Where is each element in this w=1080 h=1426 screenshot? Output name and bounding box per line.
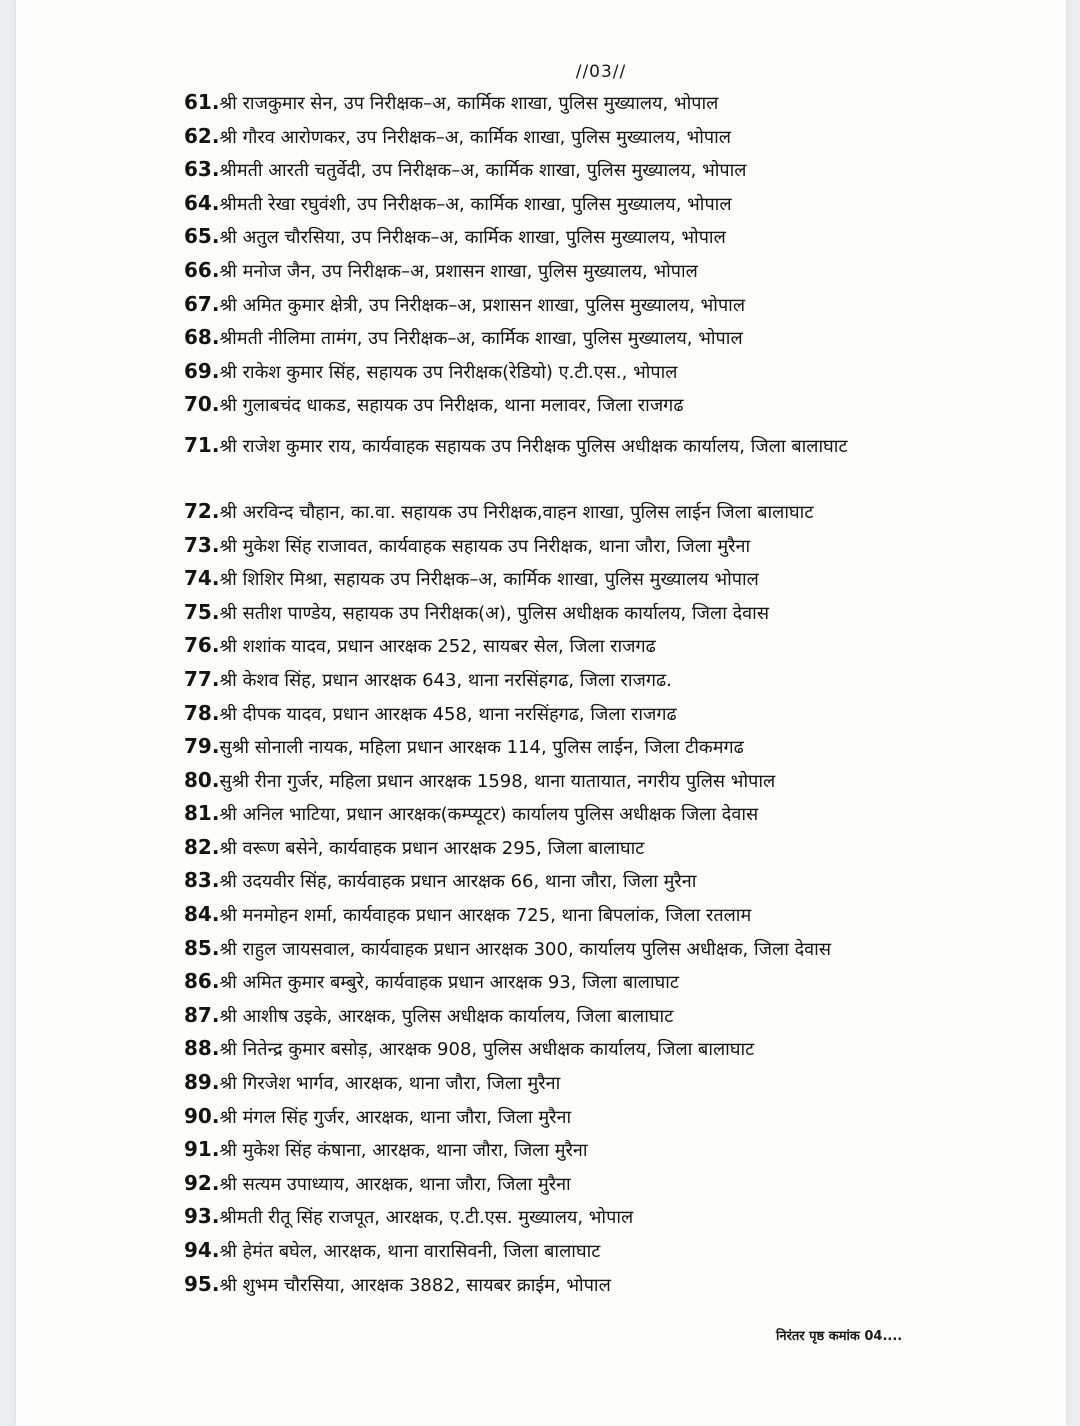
list-item: [184, 902, 984, 936]
entry-number: 93.: [184, 1204, 220, 1229]
list-item: [184, 1238, 984, 1272]
entry-text: श्री दीपक यादव, प्रधान आरक्षक 458, थाना नरसिंहगढ, जिला राजगढ: [219, 703, 677, 725]
document-page: [16, 0, 1066, 1426]
entry-number: 81.: [184, 801, 220, 826]
entry-text: श्री गिरजेश भार्गव, आरक्षक, थाना जौरा, जिला मुरैना: [219, 1073, 561, 1095]
entry-number: 64.: [184, 190, 220, 215]
list-item: [184, 667, 984, 701]
entry-number: 78.: [184, 700, 220, 725]
entry-number: 92.: [184, 1170, 220, 1195]
entry-text: श्रीमती आरती चतुर्वेदी, उप निरीक्षक–अ, कार्मिक शाखा, पुलिस मुख्यालय, भोपाल: [219, 160, 747, 182]
entry-number: 73.: [184, 532, 220, 557]
entry-text: श्रीमती नीलिमा तामंग, उप निरीक्षक–अ, कार्मिक शाखा, पुलिस मुख्यालय, भोपाल: [219, 328, 743, 350]
entry-text: श्री वरूण बसेने, कार्यवाहक प्रधान आरक्षक 295, जिला बालाघाट: [219, 837, 645, 859]
list-item: [184, 1272, 984, 1306]
list-item: [184, 224, 984, 258]
list-item: [184, 1070, 984, 1104]
entry-number: 89.: [184, 1070, 220, 1095]
entry-number: 71.: [184, 432, 220, 457]
entry-number: 85.: [184, 935, 220, 960]
list-item: [184, 426, 984, 499]
continued-page-note: निरंतर पृष्ठ कमांक 04....: [776, 1329, 903, 1344]
list-item: [184, 1204, 984, 1238]
entry-number: 74.: [184, 566, 220, 591]
entry-text: श्री शुभम चौरसिया, आरक्षक 3882, सायबर क्राईम, भोपाल: [219, 1274, 611, 1296]
list-item: [184, 1137, 984, 1171]
list-item: [184, 1171, 984, 1205]
list-item: [184, 124, 984, 158]
entry-number: 90.: [184, 1103, 220, 1128]
entry-number: 63.: [184, 157, 220, 182]
entry-text: श्री राहुल जायसवाल, कार्यवाहक प्रधान आरक्षक 300, कार्यालय पुलिस अधीक्षक, जिला देवास: [219, 938, 832, 960]
entry-text: श्री गौरव आरोणकर, उप निरीक्षक–अ, कार्मिक शाखा, पुलिस मुख्यालय, भोपाल: [219, 126, 731, 148]
entry-number: 94.: [184, 1238, 220, 1262]
entry-text: श्री अमित कुमार क्षेत्री, उप निरीक्षक–अ, प्रशासन शाखा, पुलिस मुख्यालय, भोपाल: [219, 294, 746, 316]
entry-number: 88.: [184, 1036, 220, 1061]
entry-text: श्री राकेश कुमार सिंह, सहायक उप निरीक्षक(रेडियो) ए.टी.एस., भोपाल: [219, 361, 678, 383]
entry-number: 82.: [184, 834, 220, 859]
list-item: [184, 969, 984, 1003]
list-item: [184, 835, 984, 869]
list-item: [184, 768, 984, 802]
entry-number: 65.: [184, 224, 220, 249]
entry-text: श्री नितेन्द्र कुमार बसोड़, आरक्षक 908, पुलिस अधीक्षक कार्यालय, जिला बालाघाट: [219, 1039, 755, 1061]
entry-text: श्रीमती रीतू सिंह राजपूत, आरक्षक, ए.टी.एस. मुख्यालय, भोपाल: [219, 1207, 634, 1229]
list-item: [184, 1003, 984, 1037]
list-item: [184, 1104, 984, 1138]
entry-text: श्री उदयवीर सिंह, कार्यवाहक प्रधान आरक्षक 66, थाना जौरा, जिला मुरैना: [219, 871, 697, 893]
entry-text: श्री राजकुमार सेन, उप निरीक्षक–अ, कार्मिक शाखा, पुलिस मुख्यालय, भोपाल: [219, 93, 719, 114]
list-item: [184, 292, 984, 326]
entry-text: श्री अनिल भाटिया, प्रधान आरक्षक(कम्प्यूटर) कार्यालय पुलिस अधीक्षक जिला देवास: [219, 804, 759, 826]
entry-number: 87.: [184, 1002, 220, 1027]
entry-text: श्री सतीश पाण्डेय, सहायक उप निरीक्षक(अ), पुलिस अधीक्षक कार्यालय, जिला देवास: [219, 602, 769, 624]
entry-text: श्री आशीष उइके, आरक्षक, पुलिस अधीक्षक कार्यालय, जिला बालाघाट: [219, 1005, 674, 1027]
entry-number: 67.: [184, 291, 220, 316]
entry-text: श्री अतुल चौरसिया, उप निरीक्षक–अ, कार्मिक शाखा, पुलिस मुख्यालय, भोपाल: [219, 227, 726, 249]
entry-number: 79.: [184, 734, 220, 759]
list-item: [184, 325, 984, 359]
entry-text: श्री मंगल सिंह गुर्जर, आरक्षक, थाना जौरा, जिला मुरैना: [219, 1106, 572, 1128]
entry-number: 69.: [184, 358, 220, 383]
list-item: [184, 90, 984, 124]
entry-number: 61.: [184, 90, 220, 114]
entry-text: श्री केशव सिंह, प्रधान आरक्षक 643, थाना नरसिंहगढ, जिला राजगढ.: [219, 669, 672, 691]
entry-number: 75.: [184, 599, 220, 624]
entry-number: 95.: [184, 1271, 220, 1296]
personnel-list: [184, 90, 984, 1305]
entry-text: श्री अरविन्द चौहान, का.वा. सहायक उप निरीक्षक,वाहन शाखा, पुलिस लाईन जिला बालाघाट: [219, 501, 814, 523]
list-item: [184, 701, 984, 735]
list-item: [184, 258, 984, 292]
entry-text: श्री शशांक यादव, प्रधान आरक्षक 252, सायबर सेल, जिला राजगढ: [219, 636, 656, 658]
entry-text: सुश्री सोनाली नायक, महिला प्रधान आरक्षक 114, पुलिस लाईन, जिला टीकमगढ: [219, 737, 744, 759]
list-item: [184, 801, 984, 835]
list-item: [184, 392, 984, 426]
entry-number: 91.: [184, 1137, 220, 1162]
entry-number: 84.: [184, 902, 220, 927]
entry-number: 76.: [184, 633, 220, 658]
list-item: [184, 1036, 984, 1070]
entry-text: सुश्री रीना गुर्जर, महिला प्रधान आरक्षक 1598, थाना यातायात, नगरीय पुलिस भोपाल: [219, 770, 776, 792]
list-item: [184, 734, 984, 768]
entry-text: श्री राजेश कुमार राय, कार्यवाहक सहायक उप निरीक्षक पुलिस अधीक्षक कार्यालय, जिला बालाघाट: [219, 435, 848, 457]
entry-text: श्री सत्यम उपाध्याय, आरक्षक, थाना जौरा, जिला मुरैना: [219, 1173, 571, 1195]
entry-text: श्री मनोज जैन, उप निरीक्षक–अ, प्रशासन शाखा, पुलिस मुख्यालय, भोपाल: [219, 260, 698, 282]
entry-number: 83.: [184, 868, 220, 893]
entry-text: श्री गुलाबचंद धाकड, सहायक उप निरीक्षक, थाना मलावर, जिला राजगढ: [219, 395, 684, 417]
page-number-header: //03//: [575, 62, 627, 82]
entry-number: 77.: [184, 666, 220, 691]
entry-number: 86.: [184, 969, 220, 994]
entry-text: श्री मुकेश सिंह राजावत, कार्यवाहक सहायक उप निरीक्षक, थाना जौरा, जिला मुरैना: [219, 535, 751, 557]
list-item: [184, 499, 984, 533]
entry-number: 70.: [184, 392, 220, 417]
entry-number: 80.: [184, 767, 220, 792]
entry-text: श्री शिशिर मिश्रा, सहायक उप निरीक्षक–अ, कार्मिक शाखा, पुलिस मुख्यालय भोपाल: [219, 569, 759, 591]
list-item: [184, 359, 984, 393]
entry-text: श्री हेमंत बघेल, आरक्षक, थाना वारासिवनी, जिला बालाघाट: [219, 1241, 601, 1262]
list-item: [184, 936, 984, 970]
list-item: [184, 533, 984, 567]
list-item: [184, 868, 984, 902]
entry-text: श्री अमित कुमार बम्बुरे, कार्यवाहक प्रधान आरक्षक 93, जिला बालाघाट: [219, 972, 679, 994]
entry-text: श्री मनमोहन शर्मा, कार्यवाहक प्रधान आरक्षक 725, थाना बिपलांक, जिला रतलाम: [219, 905, 752, 927]
entry-number: 72.: [184, 498, 220, 523]
entry-number: 62.: [184, 123, 220, 148]
list-item: [184, 566, 984, 600]
entry-text: श्री मुकेश सिंह कंषाना, आरक्षक, थाना जौरा, जिला मुरैना: [219, 1140, 588, 1162]
list-item: [184, 157, 984, 191]
entry-number: 66.: [184, 257, 220, 282]
entry-text: श्रीमती रेखा रघुवंशी, उप निरीक्षक–अ, कार्मिक शाखा, पुलिस मुख्यालय, भोपाल: [219, 193, 732, 215]
list-item: [184, 633, 984, 667]
list-item: [184, 191, 984, 225]
entry-number: 68.: [184, 325, 220, 350]
list-item: [184, 600, 984, 634]
